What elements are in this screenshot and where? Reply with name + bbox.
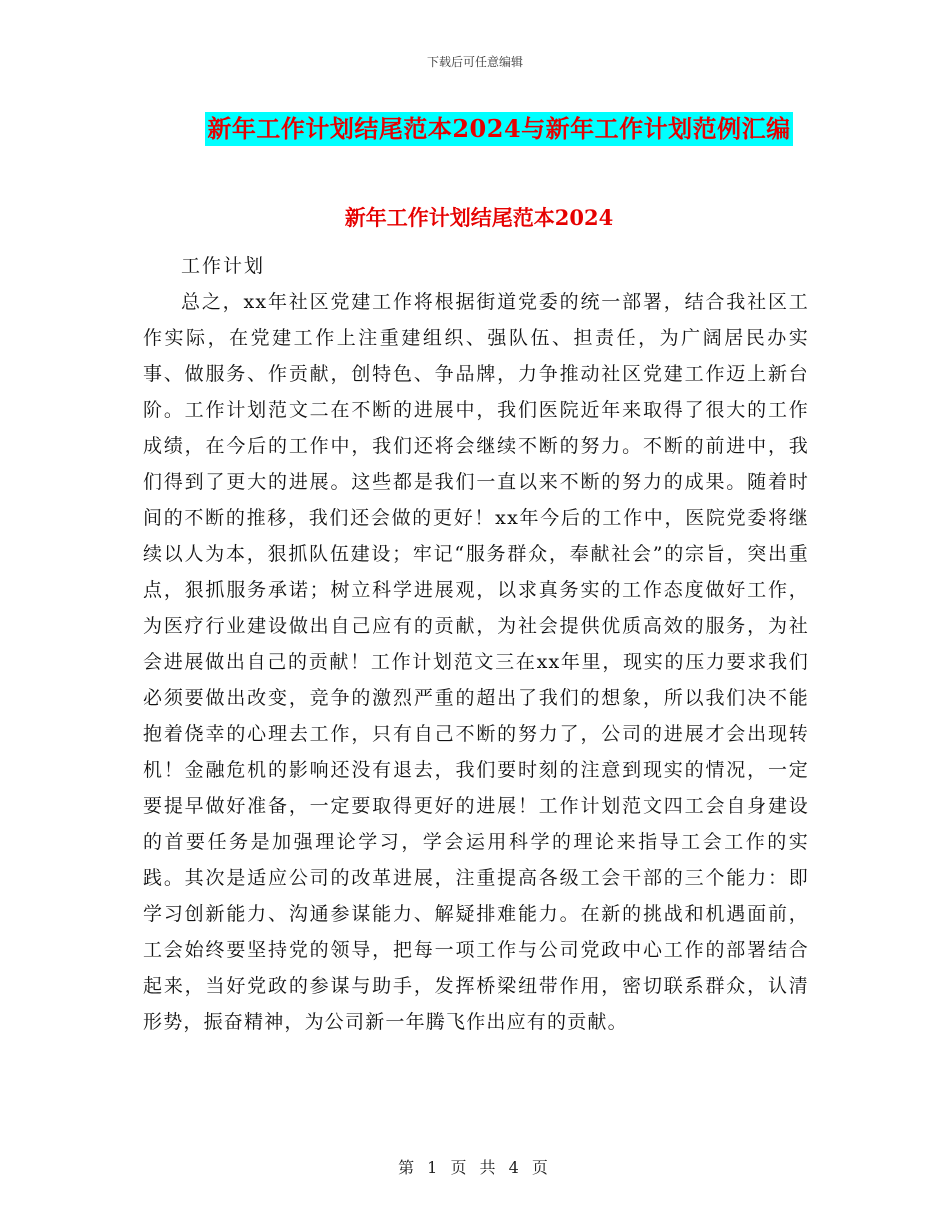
section-title: 新年工作计划结尾范本2024 [344, 205, 614, 230]
document-title-container [0, 112, 950, 146]
body-label: 工作计划 [181, 255, 266, 277]
body-paragraph: 总之，xx年社区党建工作将根据街道党委的统一部署，结合我社区工作实际，在党建工作上注重建组织、强队伍、担责任，为广阔居民办实事、做服务、作贡献，创特色、争品牌，力争推动社区党建工作迈上新台阶。工作计划范文二在不断的进展中，我们医院近年来取得了很大的工作成绩，在今后的工作中，我们还将会继续不断的努力。不断的前进中，我们得到了更大的进展。这些都是我们一直以来不断的努力的成果。随着时间的不断的推移，我们还会做的更好！xx年今后的工作中，医院党委将继续以人为本，狠抓队伍建设；牢记“服务群众，奉献社会”的宗旨，突出重点，狠抓服务承诺；树立科学进展观，以求真务实的工作态度做好工作，为医疗行业建设做出自己应有的贡献，为社会提供优质高效的服务，为社会进展做出自己的贡献！工作计划范文三在xx年里，现实的压力要求我们必须要做出改变，竞争的激烈严重的超出了我们的想象，所以我们决不能抱着侥幸的心理去工作，只有自己不断的努力了，公司的进展才会出现转机！金融危机的影响还没有退去，我们要时刻的注意到现实的情况，一定要提早做好准备，一定要取得更好的进展！工作计划范文四工会自身建设的首要任务是加强理论学习，学会运用科学的理论来指导工会工作的实践。其次是适应公司的改革进展，注重提高各级工会干部的三个能力：即学习创新能力、沟通参谋能力、解疑排难能力。在新的挑战和机遇面前，工会始终要坚持党的领导，把每一项工作与公司党政中心工作的部署结合起来，当好党政的参谋与助手，发挥桥梁纽带作用，密切联系群众，认清形势，振奋精神，为公司新一年腾飞作出应有的贡献。 [143, 291, 809, 1033]
document-title: 新年工作计划结尾范本2024与新年工作计划范例汇编 [205, 112, 792, 146]
document-body [143, 248, 809, 1040]
page-indicator: 第 1 页 共 4 页 [398, 1158, 552, 1177]
download-note: 下载后可任意编辑 [426, 55, 523, 69]
